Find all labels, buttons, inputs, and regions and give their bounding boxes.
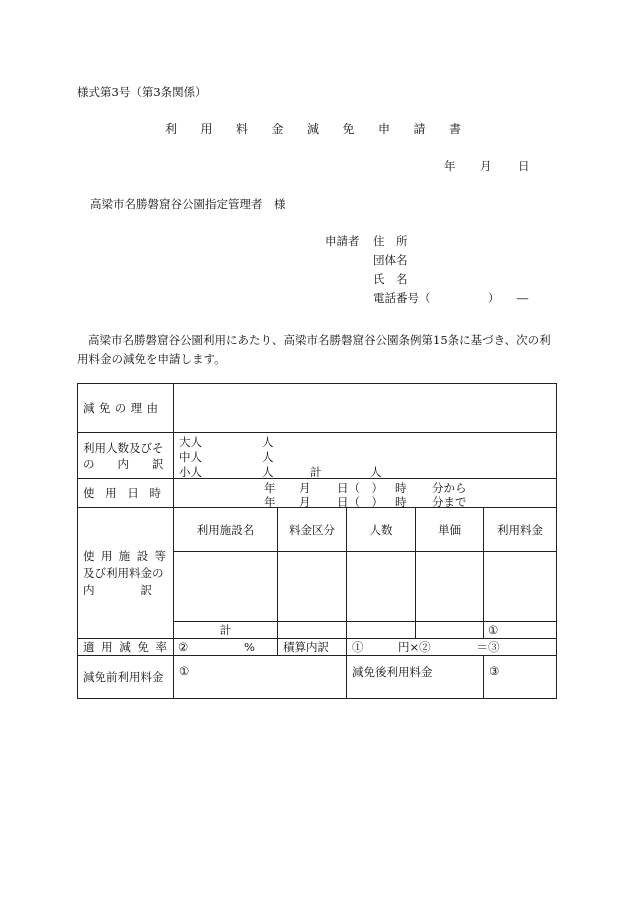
until-minute: 分まで	[432, 495, 467, 509]
facility-name-field[interactable]	[174, 552, 278, 622]
request-text: 高梁市名勝磐窟谷公園利用にあたり、高梁市名勝磐窟谷公園条例第15条に基づき、次の利用料金の減免を申請します。	[77, 333, 551, 366]
before-fee-field[interactable]	[174, 656, 347, 699]
form-number: 様式第3号（第3条関係）	[77, 85, 207, 99]
facility-total-label: 計	[174, 622, 278, 639]
facility-label-cell	[78, 508, 174, 639]
people-field[interactable]	[174, 433, 557, 479]
date-day: 日	[518, 159, 530, 173]
after-fee-mark: ③	[489, 664, 500, 678]
middle-unit: 人	[262, 450, 274, 464]
usage-date-label-cell	[78, 479, 174, 508]
facility-label-line3: 内 訳	[83, 582, 152, 597]
fee-field[interactable]	[484, 552, 557, 622]
from-minute: 分から	[432, 481, 467, 495]
reason-label-cell	[78, 384, 174, 433]
usage-date-row	[78, 479, 557, 508]
total-unit-price-field[interactable]	[416, 622, 484, 639]
people-total-label: 計	[310, 465, 322, 479]
addressee: 高梁市名勝磐窟谷公園指定管理者 様	[90, 197, 286, 211]
after-fee-label: 減免後利用料金	[347, 656, 484, 699]
people-label-cell	[78, 433, 174, 479]
rate-label: 適 用 減 免 率	[83, 640, 167, 654]
calc-label: 積算内訳	[278, 639, 347, 656]
rate-unit: %	[244, 640, 255, 654]
facility-header-row	[78, 508, 557, 552]
rate-row	[78, 639, 557, 656]
applicant-group-label: 団体名	[373, 253, 408, 267]
from-hour: 時	[395, 481, 407, 495]
adult-unit: 人	[262, 435, 274, 449]
fee-class-field[interactable]	[278, 552, 347, 622]
applicant-label: 申請者	[325, 234, 360, 248]
unit-price-field[interactable]	[416, 552, 484, 622]
from-month: 月	[299, 481, 311, 495]
adult-label: 大人	[179, 435, 202, 449]
applicant-name-label: 氏 名	[373, 272, 408, 286]
child-label: 小人	[179, 465, 202, 479]
from-day: 日（ ）	[337, 481, 383, 495]
usage-date-field[interactable]	[174, 479, 557, 508]
total-count-field[interactable]	[347, 622, 416, 639]
people-label-line2: の 内 訳	[83, 456, 164, 471]
until-month: 月	[299, 495, 311, 509]
header-fee-class: 料金区分	[278, 508, 347, 552]
rate-field[interactable]	[174, 639, 278, 656]
people-row	[78, 433, 557, 479]
count-field[interactable]	[347, 552, 416, 622]
date-line	[444, 161, 530, 173]
reason-field[interactable]	[174, 384, 557, 433]
date-month: 月	[480, 159, 492, 173]
facility-label-line1: 使 用 施 設 等	[83, 548, 166, 563]
middle-label: 中人	[179, 450, 202, 464]
total-unit: 人	[370, 465, 382, 479]
header-count: 人数	[347, 508, 416, 552]
header-unit-price: 単価	[416, 508, 484, 552]
from-year: 年	[264, 481, 276, 495]
reason-label: 減 免 の 理 由	[83, 401, 158, 415]
total-fee-mark: ①	[484, 622, 557, 639]
before-fee-mark: ①	[179, 664, 190, 678]
application-form-table	[77, 383, 557, 699]
until-year: 年	[264, 495, 276, 509]
rate-label-cell	[78, 639, 174, 656]
child-unit: 人	[262, 465, 274, 479]
calc-field[interactable]: ① 円×② ＝③	[347, 639, 557, 656]
header-fee: 利用料金	[484, 508, 557, 552]
applicant-address-label: 住 所	[373, 234, 408, 248]
usage-date-label: 使 用 日 時	[83, 486, 161, 500]
document-title: 利用料金減免申請書	[165, 122, 485, 136]
header-facility-name: 利用施設名	[174, 508, 278, 552]
rate-mark: ②	[178, 640, 189, 654]
date-year: 年	[444, 159, 456, 173]
until-hour: 時	[395, 495, 407, 509]
total-fee-class-field[interactable]	[278, 622, 347, 639]
people-label-line1: 利用人数及びそ	[83, 440, 164, 455]
facility-label-line2: 及び利用料金の	[83, 565, 164, 580]
applicant-phone-label: 電話番号（ ） ―	[373, 291, 529, 305]
after-fee-field[interactable]	[484, 656, 557, 699]
fee-row	[78, 656, 557, 699]
until-day: 日（ ）	[337, 495, 383, 509]
reason-row	[78, 384, 557, 433]
before-fee-label: 減免前利用料金	[78, 656, 174, 699]
